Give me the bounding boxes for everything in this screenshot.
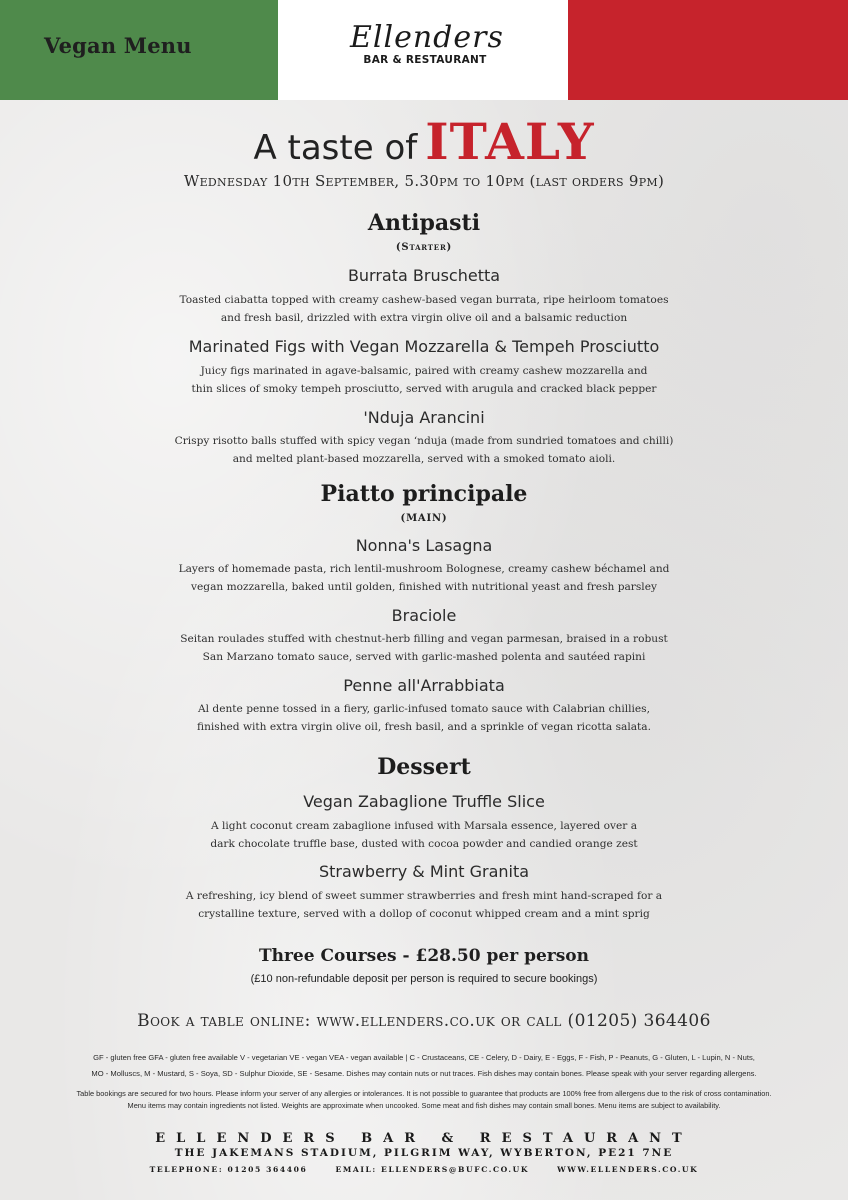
dish-desc: Toasted ciabatta topped with creamy cashew-based vegan burrata, ripe heirloom tomatoes bbox=[179, 294, 669, 306]
section-subtitle-main: (MAIN) bbox=[400, 513, 448, 524]
deposit-note: (£10 non-refundable deposit per person is required to secure bookings) bbox=[250, 973, 598, 985]
dish-desc: finished with extra virgin olive oil, fresh basil, and a sprinkle of vegan ricotta salata. bbox=[197, 721, 651, 733]
booking-notice: Menu items may contain ingredients not listed. Weights are approximate when uncooked. Some meat and fish dishes may contain small bones. Menu items are subject to availability. bbox=[127, 1101, 721, 1110]
dish-desc: dark chocolate truffle base, dusted with cocoa powder and candied orange zest bbox=[210, 838, 638, 850]
booking-notice: Table bookings are secured for two hours. Please inform your server of any allergies or intolerances. It is not possible to guarantee that products are 100% free from allergens due to the risk of cross contamination. bbox=[76, 1089, 772, 1098]
dish-desc: Layers of homemade pasta, rich lentil-mushroom Bolognese, creamy cashew béchamel and bbox=[178, 563, 670, 575]
dish-desc: Seitan roulades stuffed with chestnut-herb filling and vegan parmesan, braised in a robust bbox=[180, 633, 668, 645]
flag-band-red bbox=[568, 0, 848, 100]
dish-desc: and fresh basil, drizzled with extra virgin olive oil and a balsamic reduction bbox=[220, 312, 628, 324]
section-title-dessert: Dessert bbox=[377, 754, 471, 780]
menu-title: Vegan Menu bbox=[44, 33, 192, 58]
logo-script: Ellenders bbox=[350, 20, 504, 55]
allergen-key: MO - Molluscs, M - Mustard, S - Soya, SD - Sulphur Dioxide, SE - Sesame. Dishes may contain nuts or nut traces. Fish dishes may contain bones. Please speak with your server regarding allergens. bbox=[91, 1069, 757, 1078]
section-title-antipasti: Antipasti bbox=[367, 210, 481, 236]
dish-desc: crystalline texture, served with a dollop of coconut whipped cream and a mint sprig bbox=[198, 908, 650, 920]
headline-highlight: ITALY bbox=[425, 112, 595, 171]
allergen-key: GF - gluten free GFA - gluten free available V - vegetarian VE - vegan VEA - vegan available | C - Crustaceans, CE - Celery, D - Dairy, E - Eggs, F - Fish, P - Peanuts, G - Gluten, L - Lupin, N - Nuts, bbox=[93, 1053, 755, 1062]
dish-name: Penne all'Arrabbiata bbox=[343, 676, 505, 695]
dish-name: 'Nduja Arancini bbox=[363, 408, 485, 427]
dish-desc: San Marzano tomato sauce, served with garlic-mashed polenta and sautéed rapini bbox=[202, 651, 646, 663]
dish-name: Marinated Figs with Vegan Mozzarella & Tempeh Prosciutto bbox=[188, 337, 660, 356]
price-line: Three Courses - £28.50 per person bbox=[258, 946, 590, 966]
headline-prefix: A taste of bbox=[253, 128, 418, 168]
dish-desc: vegan mozzarella, baked until golden, finished with nutritional yeast and fresh parsley bbox=[191, 581, 657, 593]
dish-name: Strawberry & Mint Granita bbox=[318, 862, 530, 881]
event-dateline: Wednesday 10th September, 5.30pm to 10pm (last orders 9pm) bbox=[183, 172, 665, 190]
footer-name: ELLENDERS BAR & RESTAURANT bbox=[155, 1131, 693, 1146]
dish-desc: thin slices of smoky tempeh prosciutto, served with arugula and cracked black pepper bbox=[191, 383, 657, 395]
restaurant-logo bbox=[350, 20, 504, 66]
logo-subtitle: BAR & RESTAURANT bbox=[363, 54, 487, 66]
booking-line: Book a table online: www.ellenders.co.uk or call (01205) 364406 bbox=[137, 1011, 711, 1031]
dish-name: Braciole bbox=[391, 606, 457, 625]
dish-desc: A refreshing, icy blend of sweet summer strawberries and fresh mint hand-scraped for a bbox=[185, 890, 663, 902]
dish-desc: Crispy risotto balls stuffed with spicy vegan ‘nduja (made from sundried tomatoes and chilli) bbox=[174, 435, 674, 447]
dish-desc: and melted plant-based mozzarella, served with a smoked tomato aioli. bbox=[232, 453, 616, 465]
footer-telephone: TELEPHONE: 01205 364406 bbox=[149, 1165, 308, 1174]
dish-name: Vegan Zabaglione Truffle Slice bbox=[303, 792, 545, 811]
section-subtitle-antipasti: (Starter) bbox=[395, 242, 453, 253]
footer-email: EMAIL: ELLENDERS@BUFC.CO.UK bbox=[335, 1165, 530, 1174]
footer-website: WWW.ELLENDERS.CO.UK bbox=[557, 1165, 699, 1174]
dish-desc: Al dente penne tossed in a fiery, garlic-infused tomato sauce with Calabrian chillies, bbox=[198, 703, 650, 715]
footer-contact bbox=[0, 1165, 848, 1174]
dish-name: Nonna's Lasagna bbox=[355, 536, 493, 555]
section-title-main: Piatto principale bbox=[320, 481, 528, 507]
dish-desc: Juicy figs marinated in agave-balsamic, paired with creamy cashew mozzarella and bbox=[200, 365, 648, 377]
dish-desc: A light coconut cream zabaglione infused with Marsala essence, layered over a bbox=[210, 820, 638, 832]
event-headline bbox=[0, 112, 848, 171]
dish-name: Burrata Bruschetta bbox=[347, 266, 501, 285]
footer-address: THE JAKEMANS STADIUM, PILGRIM WAY, WYBERTON, PE21 7NE bbox=[174, 1147, 674, 1159]
